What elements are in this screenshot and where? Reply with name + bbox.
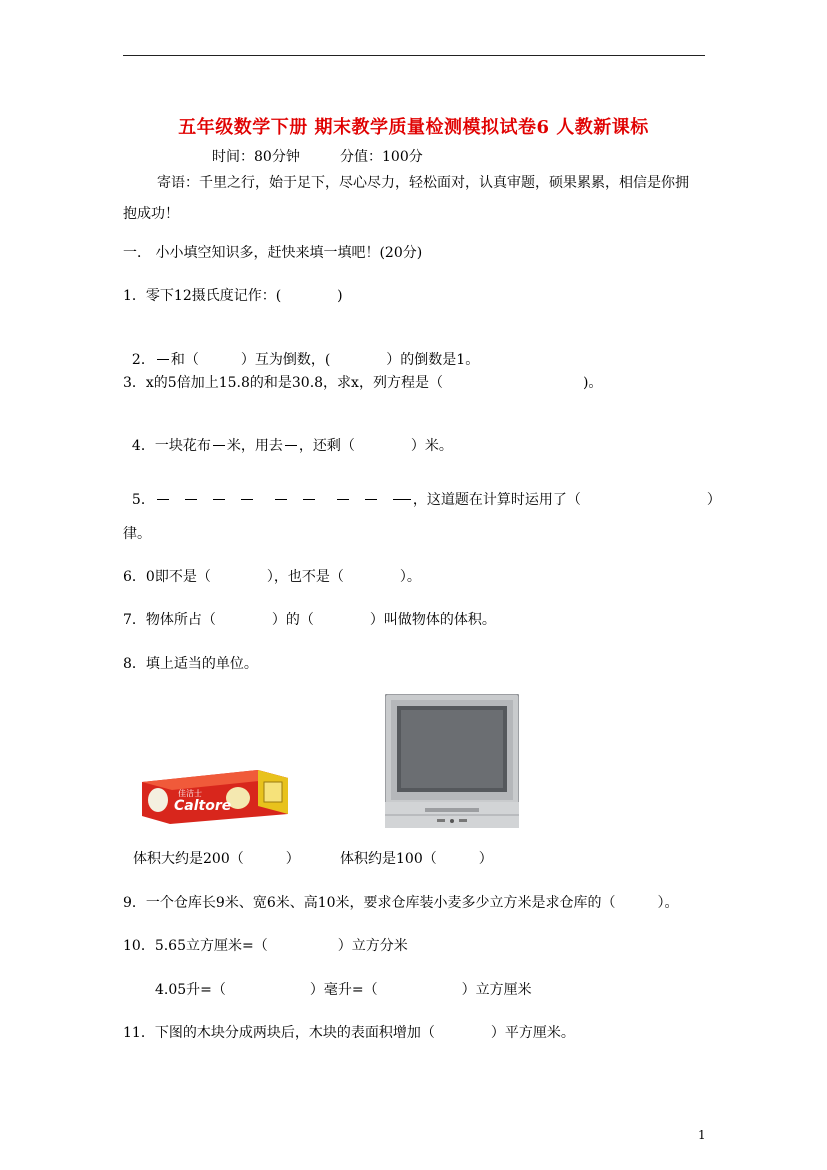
question-4-part-a: 4．一块花布 — [131, 438, 211, 454]
motto-line-1: 寄语：千里之行，始于足下，尽心尽力，轻松面对，认真审题，硕果累累，相信是你拥 — [157, 175, 689, 191]
question-9: 9．一个仓库长9米、宽6米、高10米，要求仓库装小麦多少立方米是求仓库的（ ）。 — [123, 895, 679, 911]
toothpaste-box-image — [140, 764, 290, 824]
question-8: 8．填上适当的单位。 — [123, 656, 258, 672]
question-2-number: 2． — [131, 352, 155, 368]
fraction-blank — [185, 499, 197, 500]
fraction-blank — [393, 499, 411, 500]
question-4-part-b: 米，用去 — [226, 438, 283, 454]
header-rule — [123, 55, 705, 56]
question-10-part-2: 4.05升=（ ）毫升=（ ）立方厘米 — [155, 982, 532, 998]
fraction-blank — [213, 499, 225, 500]
question-6: 6．0即不是（ ），也不是（ ）。 — [123, 569, 421, 585]
question-11: 11．下图的木块分成两块后，木块的表面积增加（ ）平方厘米。 — [123, 1025, 575, 1041]
fraction-blank — [285, 445, 297, 446]
fraction-blank — [275, 499, 287, 500]
question-1: 1．零下12摄氏度记作：( ) — [123, 288, 343, 304]
question-8-left-caption: 体积大约是200（ ） — [133, 851, 300, 867]
box-brand-cn: 佳洁士 — [178, 789, 202, 798]
exam-score: 分值：100分 — [340, 149, 423, 165]
question-5-text: ，这道题在计算时运用了（ ） — [412, 492, 721, 508]
question-5-continued: 律。 — [123, 526, 151, 542]
question-7: 7．物体所占（ ）的（ ）叫做物体的体积。 — [123, 612, 496, 628]
question-2 — [123, 330, 479, 370]
fraction-blank — [365, 499, 377, 500]
page-number: 1 — [698, 1128, 706, 1142]
fraction-blank — [213, 445, 225, 446]
box-brand: Caltore — [174, 798, 232, 814]
fraction-blank — [157, 359, 169, 360]
motto-line-2: 抱成功！ — [123, 206, 179, 222]
question-10: 10．5.65立方厘米=（ ）立方分米 — [123, 938, 408, 954]
exam-time: 时间：80分钟 — [212, 149, 300, 165]
question-5-number: 5． — [131, 492, 155, 508]
fraction-blank — [241, 499, 253, 500]
question-3: 3．x的5倍加上15.8的和是30.8，求x，列方程是（ )。 — [123, 375, 603, 391]
fraction-blank — [303, 499, 315, 500]
question-2-text: 和（ ）互为倒数，( ）的倒数是1。 — [170, 352, 480, 368]
question-5 — [123, 470, 721, 510]
page-title: 五年级数学下册 期末教学质量检测模拟试卷6 人教新课标 — [178, 117, 649, 138]
question-8-right-caption: 体积约是100（ ） — [340, 851, 493, 867]
question-4 — [123, 416, 453, 456]
question-4-part-c: ，还剩（ ）米。 — [298, 438, 453, 454]
fraction-blank — [157, 499, 169, 500]
television-image — [385, 694, 519, 828]
section-1-heading: 一． 小小填空知识多，赶快来填一填吧！(20分) — [123, 245, 423, 261]
fraction-blank — [337, 499, 349, 500]
